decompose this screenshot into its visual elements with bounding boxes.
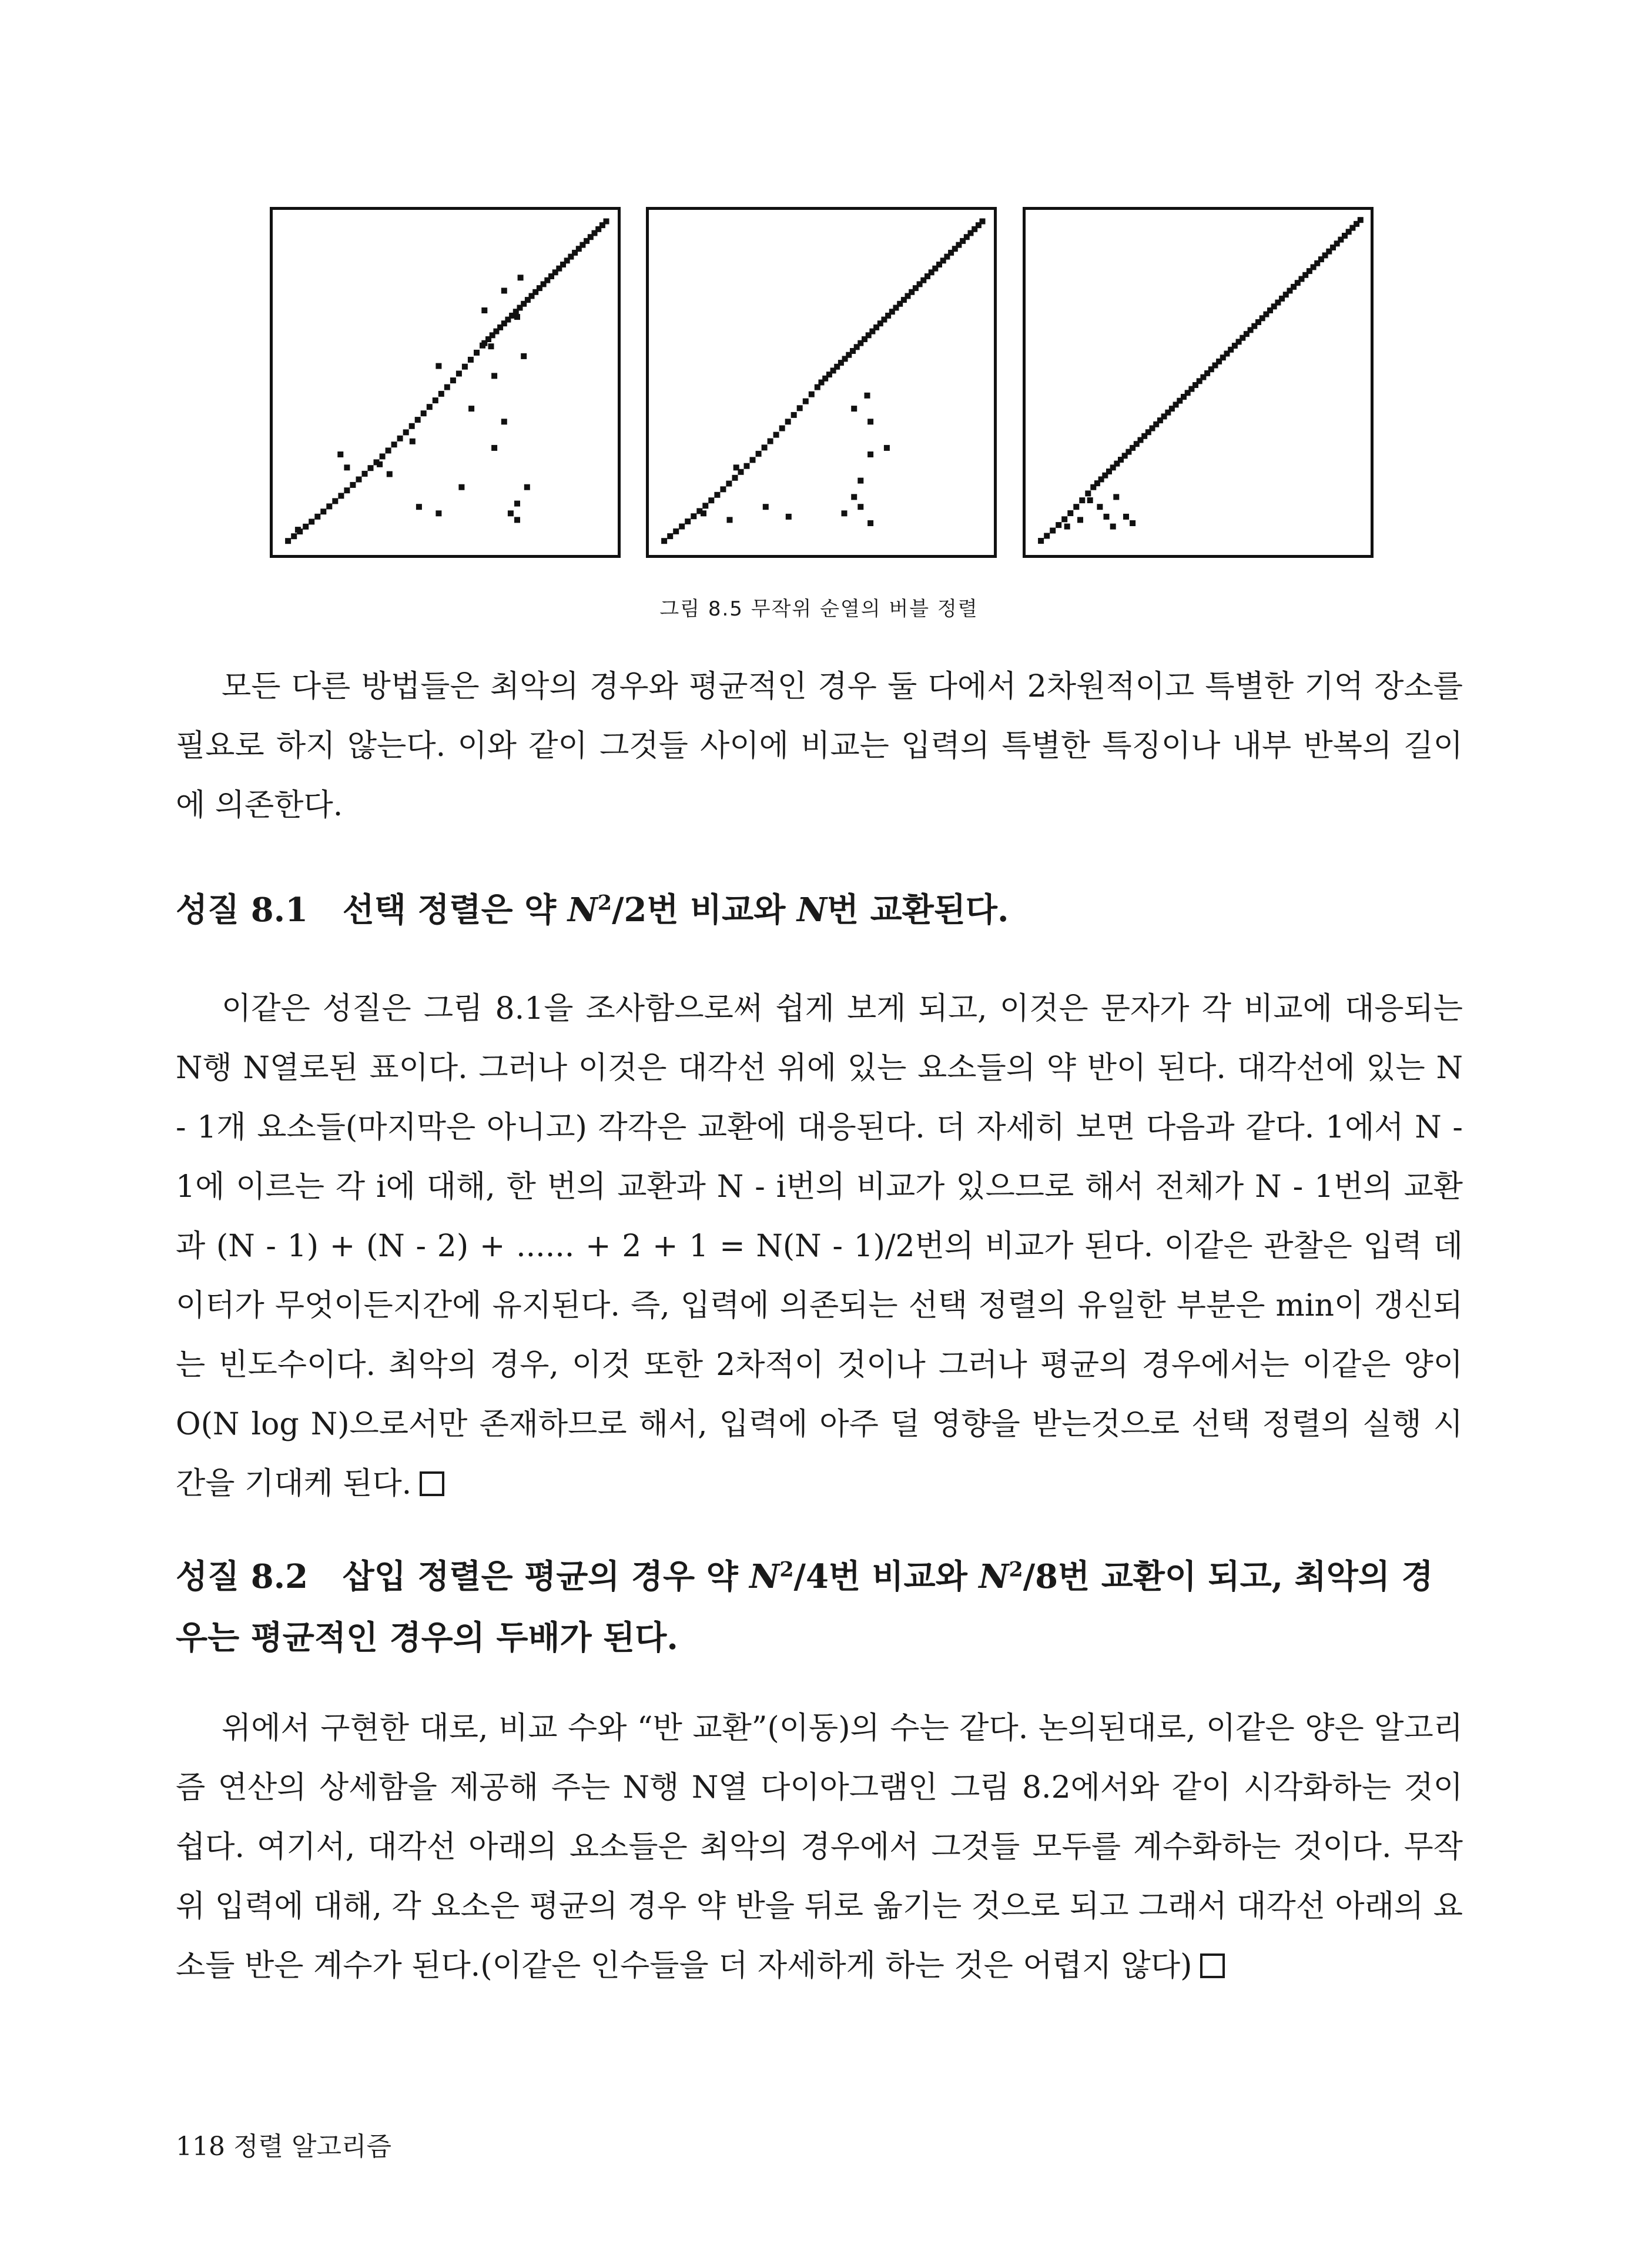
near-diagonal-point xyxy=(1056,522,1061,528)
near-diagonal-point xyxy=(356,477,362,483)
near-diagonal-point xyxy=(397,436,403,441)
near-diagonal-point xyxy=(797,405,803,411)
near-diagonal-point xyxy=(456,371,462,377)
scatter-point xyxy=(1087,497,1093,503)
scatter-point xyxy=(701,510,706,516)
bubble-sort-panel-3 xyxy=(1023,207,1374,558)
scatter-point xyxy=(458,484,464,490)
scatter-point xyxy=(1097,504,1103,510)
property-label: 성질 8.2 xyxy=(176,1557,309,1596)
scatter-point xyxy=(857,504,863,510)
figure-8-5 xyxy=(270,207,1374,563)
near-diagonal-point xyxy=(685,519,691,524)
scatter-point xyxy=(851,406,857,412)
near-diagonal-point xyxy=(1079,497,1085,503)
scatter-point xyxy=(501,419,507,424)
scatter-point xyxy=(337,451,343,457)
paragraph-intro: 모든 다른 방법들은 최악의 경우와 평균적인 경우 둘 다에서 2차원적이고 특별한 기억 장소를 필요로 하지 않는다. 이와 같이 그것들 사이에 비교는 입력의 특별한 특징이나 내부 반복의 길이에 의존한다. xyxy=(176,669,1463,823)
near-diagonal-point xyxy=(756,451,762,457)
scatter-point xyxy=(491,445,497,451)
scatter-point xyxy=(884,445,890,451)
near-diagonal-point xyxy=(815,384,820,390)
scatter-point xyxy=(416,504,422,510)
near-diagonal-point xyxy=(421,410,427,416)
near-diagonal-point xyxy=(285,538,291,544)
near-diagonal-point xyxy=(480,343,485,349)
scatter-point xyxy=(867,451,873,457)
near-diagonal-point xyxy=(726,481,732,487)
near-diagonal-point xyxy=(314,514,320,520)
near-diagonal-point xyxy=(803,399,809,404)
scatter-point xyxy=(508,510,514,516)
near-diagonal-point xyxy=(326,503,332,509)
scatter-point xyxy=(410,439,416,444)
near-diagonal-point xyxy=(750,457,756,463)
scatter-point xyxy=(377,461,383,467)
scatter-point xyxy=(786,514,792,520)
near-diagonal-point xyxy=(732,475,738,481)
scatter-point xyxy=(842,510,848,516)
near-diagonal-point xyxy=(427,404,433,410)
scatter-point xyxy=(436,363,441,369)
near-diagonal-point xyxy=(762,444,768,450)
near-diagonal-point xyxy=(661,538,667,544)
scatter-point xyxy=(733,464,739,470)
scatter-point xyxy=(436,510,441,516)
near-diagonal-point xyxy=(1044,533,1050,539)
near-diagonal-point xyxy=(679,524,685,530)
page-footer: 118 정렬 알고리즘 xyxy=(176,2132,391,2162)
near-diagonal-point xyxy=(673,528,679,534)
scatter-point xyxy=(344,464,350,470)
qed-box-icon xyxy=(1200,1953,1225,1978)
figure-caption: 그림 8.5 무작위 순열의 버블 정렬 xyxy=(659,597,979,621)
near-diagonal-point xyxy=(1061,516,1067,522)
near-diagonal-point xyxy=(720,486,726,492)
near-diagonal-point xyxy=(809,392,815,397)
diagonal-point xyxy=(604,219,609,225)
scatter-point xyxy=(514,517,520,523)
scatter-point xyxy=(518,275,524,280)
scatter-point xyxy=(865,393,870,399)
near-diagonal-point xyxy=(791,412,797,418)
near-diagonal-point xyxy=(338,493,344,499)
scatter-point xyxy=(501,288,507,294)
scatter-point xyxy=(521,353,527,359)
near-diagonal-point xyxy=(462,364,468,370)
scatter-point xyxy=(488,343,494,349)
near-diagonal-point xyxy=(380,453,386,459)
near-diagonal-point xyxy=(415,417,421,423)
near-diagonal-point xyxy=(409,423,415,429)
near-diagonal-point xyxy=(291,533,297,539)
scatter-point xyxy=(524,484,530,490)
scatter-point xyxy=(387,471,393,477)
near-diagonal-point xyxy=(1067,510,1073,516)
near-diagonal-point xyxy=(702,503,708,509)
diagonal-point xyxy=(980,219,986,225)
scatter-point xyxy=(1077,517,1083,523)
near-diagonal-point xyxy=(386,447,391,453)
near-diagonal-point xyxy=(320,509,326,514)
near-diagonal-point xyxy=(344,487,350,493)
scatter-point xyxy=(1104,514,1110,520)
near-diagonal-point xyxy=(1050,528,1056,534)
near-diagonal-point xyxy=(332,498,338,504)
near-diagonal-point xyxy=(391,441,397,447)
near-diagonal-point xyxy=(303,524,309,530)
near-diagonal-point xyxy=(474,350,480,356)
near-diagonal-point xyxy=(667,533,673,539)
near-diagonal-point xyxy=(1085,490,1091,496)
property-8-1-heading: 성질 8.1 선택 정렬은 약 $N^2/2$번 비교와 N번 교환된다. xyxy=(176,891,1009,929)
scatter-point xyxy=(763,504,769,510)
near-diagonal-point xyxy=(768,439,773,444)
near-diagonal-point xyxy=(362,471,368,477)
scatter-point xyxy=(1113,494,1119,500)
scatter-point xyxy=(514,314,520,320)
scatter-point xyxy=(491,373,497,379)
near-diagonal-point xyxy=(1038,538,1044,544)
scatter-point xyxy=(727,517,733,523)
bubble-sort-panel-1 xyxy=(270,207,621,558)
near-diagonal-point xyxy=(309,519,314,524)
near-diagonal-point xyxy=(691,513,696,519)
near-diagonal-point xyxy=(708,497,714,503)
scatter-point xyxy=(867,520,873,526)
near-diagonal-point xyxy=(785,419,791,424)
scatter-point xyxy=(1064,524,1070,530)
scatter-point xyxy=(481,307,487,313)
near-diagonal-point xyxy=(444,384,450,390)
scatter-point xyxy=(1130,520,1135,526)
near-diagonal-point xyxy=(450,377,456,383)
scatter-point xyxy=(1123,514,1129,520)
paragraph-property-8-2: 위에서 구현한 대로, 비교 수와 “반 교환”(이동)의 수는 같다. 논의된대로, 이같은 양은 알고리즘 연산의 상세함을 제공해 주는 N행 N열 다이아그램인 그림 8.2에서와 같이 시각화하는 것이 쉽다. 여기서, 대각선 아래의 요소들은 최악의 경우에서 그것들 모두를 계수화하는 것이다. 무작위 입력에 대해, 각 요소은 평균의 경우 약 반을 뒤로 옮기는 것으로 되고 그래서 대각선 아래의 요소들 반은 계수가 된다.(이같은 인수들을 더 자세하게 하는 것은 어렵지 않다) xyxy=(176,1711,1463,1983)
property-8-2-heading: 성질 8.2 삽입 정렬은 평균의 경우 약 $N^2/4$번 비교와 $N^2/8$번 교환이 되고, 최악의 경우는 평균적인 경우의 두배가 된다. xyxy=(176,1557,1433,1657)
near-diagonal-point xyxy=(468,357,474,363)
near-diagonal-point xyxy=(773,432,779,438)
scatter-point xyxy=(867,419,873,424)
diagonal-point xyxy=(1358,217,1364,223)
near-diagonal-point xyxy=(714,492,720,498)
bubble-sort-panel-2 xyxy=(646,207,997,558)
scatter-point xyxy=(851,494,857,500)
scatter-point xyxy=(295,527,301,533)
qed-box-icon xyxy=(420,1471,444,1496)
near-diagonal-point xyxy=(1073,504,1079,510)
paragraph-property-8-1: 이같은 성질은 그림 8.1을 조사함으로써 쉽게 보게 되고, 이것은 문자가 각 비교에 대응되는 N행 N열로된 표이다. 그러나 이것은 대각선 위에 있는 요소들의 약 반이 된다. 대각선에 있는 N - 1개 요소들(마지막은 아니고) 각각은 교환에 대응된다. 더 자세히 보면 다음과 같다. 1에서 N - 1에 이르는 각 i에 대해, 한 번의 교환과 N - i번의 비교가 있으므로 해서 전체가 N - 1번의 교환과 (N - 1) + (N - 2) + ...... + 2 + 1 = N(N - 1)/2번의 비교가 된다. 이같은 관찰은 입력 데이터가 무엇이든지간에 유지된다. 즉, 입력에 의존되는 선택 정렬의 유일한 부분은 min이 갱신되는 빈도수이다. 최악의 경우, 이것 또한 2차적이 것이나 그러나 평균의 경우에서는 이같은 양이 O(N log N)으로서만 존재하므로 해서, 입력에 아주 덜 영향을 받는것으로 선택 정렬의 실행 시간을 기대케 된다. xyxy=(176,991,1463,1501)
property-label: 성질 8.1 xyxy=(176,891,309,929)
near-diagonal-point xyxy=(368,465,374,471)
near-diagonal-point xyxy=(779,426,785,431)
near-diagonal-point xyxy=(350,482,356,488)
near-diagonal-point xyxy=(403,429,409,435)
near-diagonal-point xyxy=(438,391,444,397)
scatter-point xyxy=(857,478,863,484)
near-diagonal-point xyxy=(433,397,438,403)
scatter-point xyxy=(468,406,474,412)
scatter-point xyxy=(1110,524,1116,530)
near-diagonal-point xyxy=(744,463,750,469)
scatter-point xyxy=(514,501,520,507)
